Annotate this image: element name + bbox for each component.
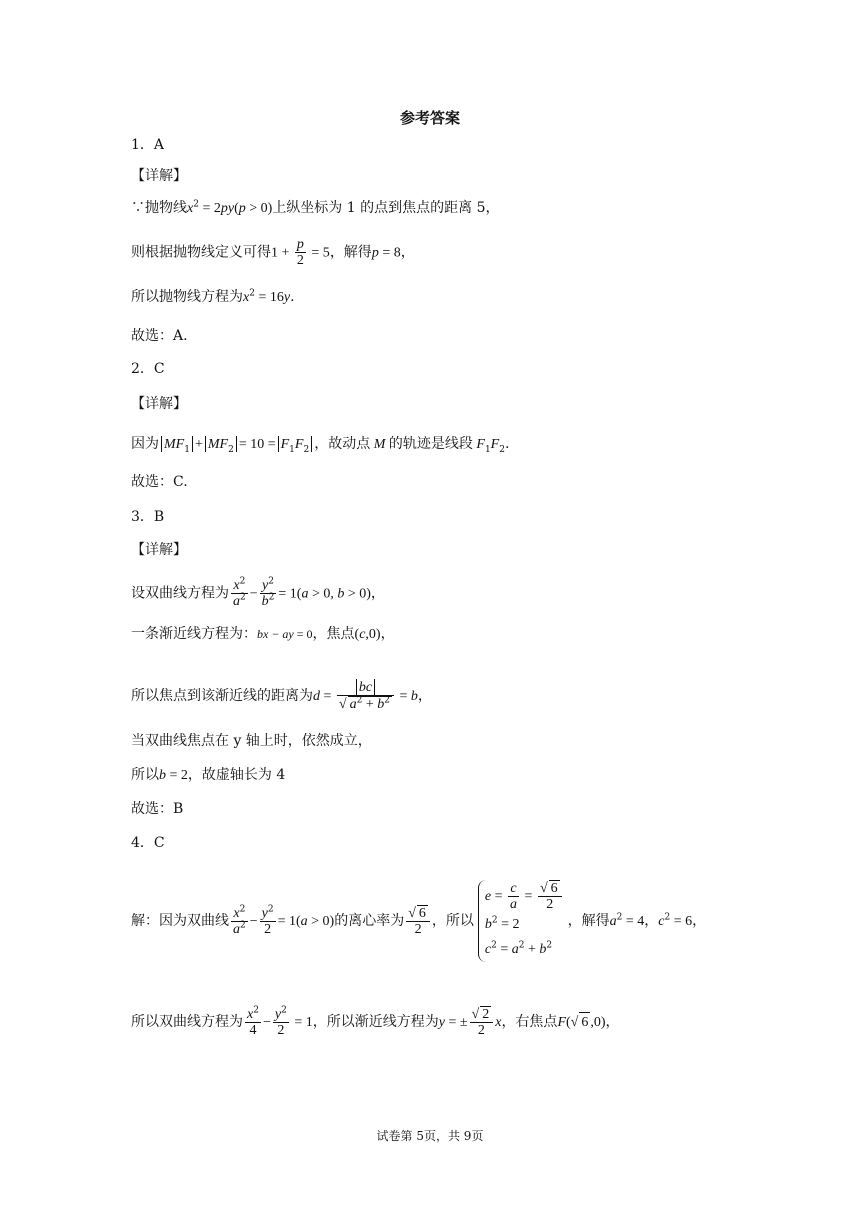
q2-number: 2．C bbox=[131, 361, 165, 377]
q1-line-1: ∵抛物线$x^2 = 2py(p > 0)$上纵坐标为 1 的点到焦点的距离 5， bbox=[131, 199, 500, 216]
q3-line-1: 设双曲线方程为 $\frac{x^2}{a^2}$ − $\frac{y^2}{b^2}$ = 1(a > 0, b > 0)， bbox=[131, 576, 385, 609]
q3-number: 3．B bbox=[131, 509, 165, 525]
page-title: 参考答案 bbox=[399, 109, 460, 127]
q3-line-4: 当双曲线焦点在 y 轴上时，依然成立， bbox=[131, 733, 372, 749]
q3-detail-label: 【详解】 bbox=[131, 542, 187, 558]
page-footer: 试卷第 5页，共 9页 bbox=[376, 1129, 484, 1143]
q3-line-3: 所以焦点到该渐近线的距离为d = $\frac{bc}{√ a^2 + b^2}$ = b， bbox=[131, 680, 432, 712]
q1-answer: 故选：A. bbox=[131, 328, 188, 344]
q2-answer: 故选：C. bbox=[131, 474, 188, 490]
q3-line-2: 一条渐近线方程为：bx − ay = 0，焦点(c,0)， bbox=[131, 626, 395, 642]
q4-line-2: 所以双曲线方程为 $\frac{x^2}{4}$ − $\frac{y^2}{2}$ = 1，所以渐近线方程为y = ± $\frac{√ 2}{2}$ x，右焦点F(√ 6 ,0)， bbox=[131, 1004, 620, 1038]
q1-line-3: 所以抛物线方程为$x^2 = 16y$. bbox=[131, 288, 295, 305]
q1-detail-label: 【详解】 bbox=[131, 168, 187, 184]
q2-detail-label: 【详解】 bbox=[131, 396, 187, 412]
q1-number: 1．A bbox=[131, 137, 165, 153]
q3-answer: 故选：B bbox=[131, 801, 184, 817]
q3-line-5: 所以b = 2，故虚轴长为 4 bbox=[131, 767, 286, 783]
q4-line-1: 解：因为双曲线 $\frac{x^2}{a^2}$ − $\frac{y^2}{2}$ = 1(a > 0)的离心率为 $\frac{√ 6}{2}$ ，所以 e = $\frac{c}{a}$ = $\frac{√ 6}{2}$ $b^2 = 2$ $c^2 = a^2 + b^2$ ，解得$a^2 = 4$，$c^2 = 6$， bbox=[131, 880, 706, 962]
q1-line-2: 则根据抛物线定义可得1 + $\frac{p}{2}$ = 5，解得p = 8， bbox=[131, 237, 415, 268]
q4-number: 4．C bbox=[131, 835, 165, 851]
q2-line-1: 因为 $MF_1 + MF_2 = 10 = F_1F_2$ ，故动点 M 的轨迹是线段 $F_1F_2$. bbox=[131, 436, 510, 455]
